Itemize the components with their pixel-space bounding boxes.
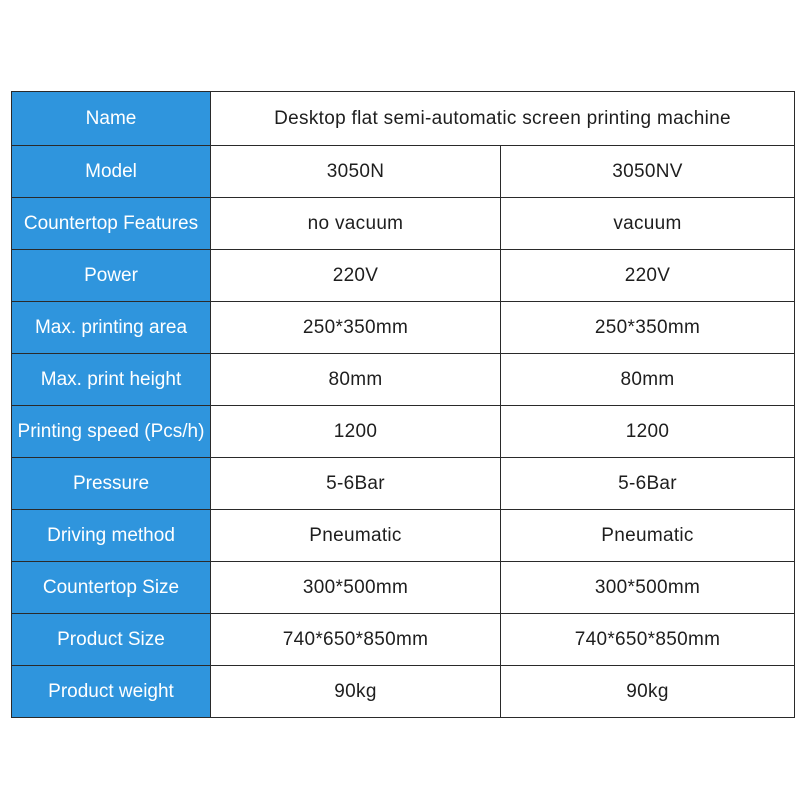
- table-row: [12, 614, 795, 666]
- value-3050n: 220V: [211, 250, 501, 302]
- value-3050n: 1200: [211, 406, 501, 458]
- spec-table: [11, 91, 795, 718]
- table-row: [12, 458, 795, 510]
- row-label: Model: [12, 146, 211, 198]
- value-3050n: 740*650*850mm: [211, 614, 501, 666]
- value-3050nv: 80mm: [501, 354, 795, 406]
- table-row: [12, 198, 795, 250]
- value-3050nv: 300*500mm: [501, 562, 795, 614]
- value-3050n: 300*500mm: [211, 562, 501, 614]
- row-label: Countertop Features: [12, 198, 211, 250]
- row-label: Pressure: [12, 458, 211, 510]
- row-label: Max. printing area: [12, 302, 211, 354]
- value-3050nv: 740*650*850mm: [501, 614, 795, 666]
- value-3050n: no vacuum: [211, 198, 501, 250]
- table-row-name: [12, 92, 795, 146]
- value-3050n: 5-6Bar: [211, 458, 501, 510]
- row-label: Countertop Size: [12, 562, 211, 614]
- row-label: Driving method: [12, 510, 211, 562]
- value-3050nv: 90kg: [501, 666, 795, 718]
- value-3050n: Pneumatic: [211, 510, 501, 562]
- row-label: Printing speed (Pcs/h): [12, 406, 211, 458]
- value-3050n: 250*350mm: [211, 302, 501, 354]
- value-3050n: 3050N: [211, 146, 501, 198]
- value-3050nv: vacuum: [501, 198, 795, 250]
- row-label: Product weight: [12, 666, 211, 718]
- value-3050n: 90kg: [211, 666, 501, 718]
- table-row: [12, 146, 795, 198]
- value-3050nv: 5-6Bar: [501, 458, 795, 510]
- row-label: Power: [12, 250, 211, 302]
- row-label: Product Size: [12, 614, 211, 666]
- row-label: Max. print height: [12, 354, 211, 406]
- table-row: [12, 354, 795, 406]
- table-row: [12, 302, 795, 354]
- product-name-value: Desktop flat semi-automatic screen printing machine: [211, 92, 795, 146]
- table-row: [12, 510, 795, 562]
- value-3050nv: 220V: [501, 250, 795, 302]
- table-row: [12, 666, 795, 718]
- value-3050nv: 1200: [501, 406, 795, 458]
- row-label-name: Name: [12, 92, 211, 146]
- table-row: [12, 406, 795, 458]
- table-row: [12, 562, 795, 614]
- value-3050n: 80mm: [211, 354, 501, 406]
- value-3050nv: Pneumatic: [501, 510, 795, 562]
- value-3050nv: 250*350mm: [501, 302, 795, 354]
- value-3050nv: 3050NV: [501, 146, 795, 198]
- spec-table-body: [12, 92, 795, 718]
- table-row: [12, 250, 795, 302]
